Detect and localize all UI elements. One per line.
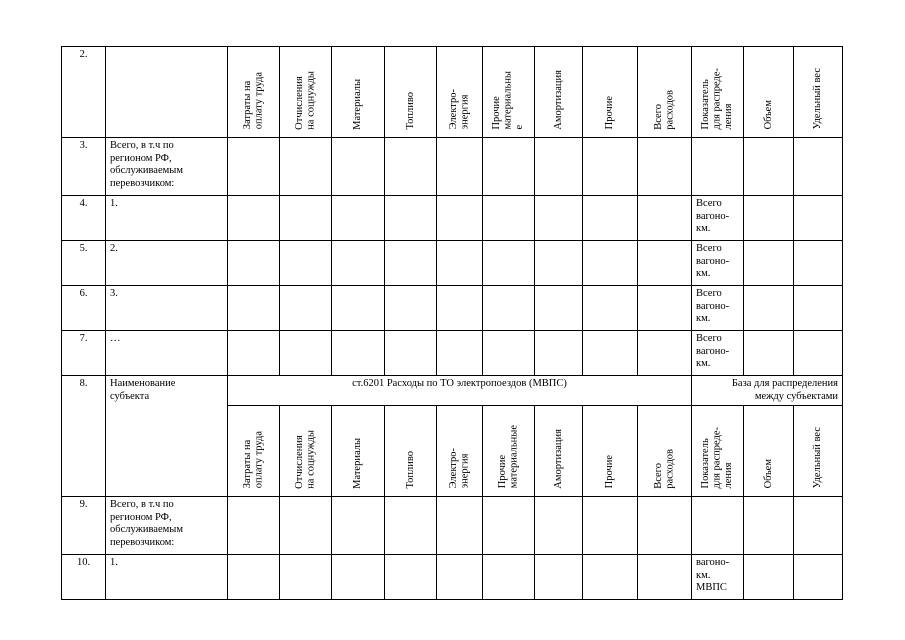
row-name [106, 47, 228, 138]
table-cell [583, 555, 638, 600]
table-cell [535, 241, 583, 286]
column-header: Затраты на оплату труда [228, 47, 280, 138]
table-cell [280, 138, 332, 196]
column-header: Амортизация [535, 406, 583, 497]
table-cell [385, 331, 437, 376]
table-cell [385, 555, 437, 600]
table-cell [794, 331, 843, 376]
row-name: … [106, 331, 228, 376]
table-cell [228, 555, 280, 600]
row-name: 3. [106, 286, 228, 331]
row-name: 1. [106, 555, 228, 600]
distribution-base: вагоно- км. МВПС [692, 555, 744, 600]
table-cell [638, 331, 692, 376]
table-cell [483, 497, 535, 555]
table-cell [638, 497, 692, 555]
table-cell [332, 331, 385, 376]
table-cell [535, 497, 583, 555]
column-header: Электро- энергия [437, 47, 483, 138]
table-cell [332, 196, 385, 241]
table-cell [385, 286, 437, 331]
row-number: 8. [62, 376, 106, 497]
row-number: 4. [62, 196, 106, 241]
table-row [62, 196, 843, 241]
group-title: ст.6201 Расходы по ТО электропоездов (МВПС) [228, 376, 692, 406]
distribution-base: Всего вагоно- км. [692, 286, 744, 331]
table-cell [332, 286, 385, 331]
column-header: Затраты на оплату труда [228, 406, 280, 497]
table-row [62, 47, 843, 138]
table-cell [228, 138, 280, 196]
table-cell [280, 286, 332, 331]
column-header: Прочие [583, 406, 638, 497]
table-cell [385, 241, 437, 286]
column-header: Отчисления на соцнужды [280, 406, 332, 497]
table-row [62, 138, 843, 196]
table-cell [437, 196, 483, 241]
table-cell [744, 241, 794, 286]
base-title: База для распределения между субъектами [692, 376, 843, 406]
table-cell [228, 241, 280, 286]
table-cell [437, 286, 483, 331]
table-cell [483, 138, 535, 196]
column-header: Всего расходов [638, 406, 692, 497]
table-cell [535, 555, 583, 600]
table-row [62, 241, 843, 286]
table-cell [483, 555, 535, 600]
table-cell [437, 331, 483, 376]
table-cell [692, 497, 744, 555]
table-cell [280, 555, 332, 600]
table-cell [638, 196, 692, 241]
table-cell [583, 286, 638, 331]
table-cell [744, 286, 794, 331]
table-cell [794, 497, 843, 555]
table-cell [692, 138, 744, 196]
table-cell [385, 196, 437, 241]
column-header: Топливо [385, 406, 437, 497]
column-header: Прочие материальны е [483, 47, 535, 138]
column-header: Отчисления на соцнужды [280, 47, 332, 138]
row-number: 5. [62, 241, 106, 286]
table-cell [280, 241, 332, 286]
row-name: 2. [106, 241, 228, 286]
table-cell [228, 196, 280, 241]
table-cell [583, 196, 638, 241]
distribution-base: Всего вагоно- км. [692, 331, 744, 376]
row-name: Всего, в т.ч по регионом РФ, обслуживаемым перевозчиком: [106, 138, 228, 196]
table-cell [332, 497, 385, 555]
table-cell [483, 241, 535, 286]
table-row [62, 497, 843, 555]
column-header: Удельный вес [794, 406, 843, 497]
table-cell [483, 331, 535, 376]
table-cell [583, 331, 638, 376]
row-number: 7. [62, 331, 106, 376]
table-cell [385, 497, 437, 555]
table-cell [535, 138, 583, 196]
row-number: 2. [62, 47, 106, 138]
table-row [62, 331, 843, 376]
table-row [62, 376, 843, 406]
column-header: Прочие [583, 47, 638, 138]
row-number: 9. [62, 497, 106, 555]
distribution-base: Всего вагоно- км. [692, 196, 744, 241]
column-header: Амортизация [535, 47, 583, 138]
column-header: Материалы [332, 406, 385, 497]
table-cell [535, 196, 583, 241]
table-cell [744, 497, 794, 555]
table-cell [332, 241, 385, 286]
row-number: 10. [62, 555, 106, 600]
table-cell [794, 241, 843, 286]
table-cell [583, 241, 638, 286]
cost-distribution-table [61, 46, 843, 600]
column-header: Материалы [332, 47, 385, 138]
table-cell [483, 286, 535, 331]
row-name: Всего, в т.ч по регионом РФ, обслуживаемым перевозчиком: [106, 497, 228, 555]
table-cell [332, 138, 385, 196]
table-cell [535, 286, 583, 331]
column-header: Всего расходов [638, 47, 692, 138]
column-header: Объем [744, 406, 794, 497]
column-header: Электро- энергия [437, 406, 483, 497]
table-cell [794, 196, 843, 241]
table-cell [437, 555, 483, 600]
table-cell [638, 241, 692, 286]
table-cell [280, 497, 332, 555]
table-cell [437, 138, 483, 196]
table-cell [744, 138, 794, 196]
table-row [62, 555, 843, 600]
table-cell [638, 138, 692, 196]
row-name: 1. [106, 196, 228, 241]
table-cell [228, 331, 280, 376]
table-cell [744, 555, 794, 600]
table-cell [583, 497, 638, 555]
distribution-base: Всего вагоно- км. [692, 241, 744, 286]
row-number: 3. [62, 138, 106, 196]
table-cell [228, 286, 280, 331]
table-cell [280, 331, 332, 376]
row-number: 6. [62, 286, 106, 331]
column-header: Прочие материальные [483, 406, 535, 497]
table-cell [228, 497, 280, 555]
table-cell [437, 241, 483, 286]
row-name: Наименование субъекта [106, 376, 228, 497]
column-header: Топливо [385, 47, 437, 138]
table-cell [638, 286, 692, 331]
table-cell [583, 138, 638, 196]
table-row [62, 286, 843, 331]
table-cell [535, 331, 583, 376]
table-cell [483, 196, 535, 241]
column-header: Показатель для распреде- ления [692, 406, 744, 497]
table-cell [744, 331, 794, 376]
table-cell [794, 138, 843, 196]
table-cell [280, 196, 332, 241]
column-header: Показатель для распреде- ления [692, 47, 744, 138]
table-cell [744, 196, 794, 241]
table-cell [437, 497, 483, 555]
table-cell [794, 555, 843, 600]
column-header: Удельный вес [794, 47, 843, 138]
table-cell [385, 138, 437, 196]
table-cell [794, 286, 843, 331]
table-cell [332, 555, 385, 600]
column-header: Объем [744, 47, 794, 138]
table-cell [638, 555, 692, 600]
